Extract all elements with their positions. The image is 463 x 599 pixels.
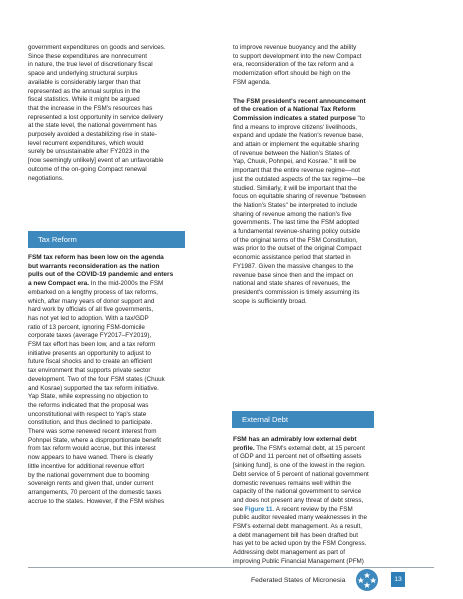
paragraph-lead: FSM tax reform has been low on the agenda but warrants reconsideration as the nation pulls out of the COVID-19 pandemic and enters a new Compact era.	[28, 254, 174, 288]
paragraph-body: In the mid-2000s the FSM embarked on a lengthy process of tax reforms, which, after many years of donor support and hard work by officials of all five governments, has not yet led to adoption. With a tax/GDP ratio of 13 percent, ignoring FSM-domicile corporate taxes (average FY2017–FY2019), FSM tax effort has been low, and a tax reform initiative presents an opportunity to adjust to future fiscal shocks and to create an efficient tax environment that supports private sector development. Two of the four FSM states (Chuuk and Kosrae) supported the tax reform initiative. Yap State, while expressing no objection to the reforms indicated that the proposal was unconstitutional with respect to Yap's state constitution, and thus declined to participate. There was some renewed recent interest from Pohnpei State, where a disproportionate benefit from tax reform would accrue, but this interest now appears to have waned. There is clearly little incentive for additional revenue effort by the national government due to booming sovereign rents and given that, under current arrangements, 70 percent of the domestic taxes accrue to the states. However, if the FSM wishes	[28, 280, 165, 505]
paragraph-revenue-buoyancy: to improve revenue buoyancy and the ability to support development into the new Compact era, reconsideration of the tax reform and a modernization effort should be high on the FSM agenda.	[233, 44, 362, 86]
paragraph-fiscal-space: government expenditures on goods and services. Since these expenditures are nonrecurrent in nature, the true level of discretionary fiscal space and underlying structural surplus available is considerably larger than that represented as the annual surplus in the fiscal statistics. While it might be argued that the increase in the FSM's resources has represented a lost opportunity in service delivery at the state level, the national government has purposely avoided a destabilizing rise in state- level recurrent expenditures, which would surely be unsustainable after FY2023 in the [now seemingly unlikely] event of an unfavorable outcome of the on-going Compact renewal negotiations.	[28, 44, 166, 182]
paragraph-lead: FSM has an admirably low external debt profile.	[233, 436, 357, 452]
paragraph-tax-reform	[28, 254, 220, 506]
section-heading-tax-reform: Tax Reform	[28, 231, 185, 248]
footer-title: Federated States of Micronesia	[251, 577, 346, 584]
paragraph-body: . A recent review by the FSM public auditor revealed many weaknesses in the FSM's external debt management. As a result, a debt management bill has been drafted but has yet to be acted upon by the FSM Congress. Addressing debt management as part of improving Public Financial Management (PFM)	[233, 505, 368, 565]
figure-link[interactable]: Figure 11	[244, 505, 273, 513]
paragraph-external-debt	[233, 436, 429, 567]
footer-divider	[28, 567, 434, 568]
paragraph-body: The FSM's external debt, at 15 percent of GDP and 11 percent net of offsetting assets [sinking fund], is one of the lowest in the region. Debt service of 5 percent of national government domestic revenues remains well within the capacity of the national government to service and does not present any threat of debt stress, see	[233, 444, 369, 513]
section-heading-external-debt: External Debt	[232, 411, 374, 428]
page-number: 13	[391, 572, 405, 587]
left-column	[28, 44, 220, 183]
paragraph-tax-commission	[233, 98, 429, 307]
paragraph-body: "to find a means to improve citizens' livelihoods, expand and update the Nation's revenue base, and attain or implement the equitable sharing of revenue between the Nation's States of Yap, Chuuk, Pohnpei, and Kosrae." It will be important that the entire revenue regime—not just the outdated aspects of the tax regime—be studied. Similarly, it will be important that the focus on equitable sharing of revenue "between the Nation's States" be interpreted to include sharing of revenue among the nation's five governments. The last time the FSM adopted a fundamental revenue-sharing policy outside of the original terms of the FSM Constitution, was prior to the outset of the original Compact economic assistance period that started in FY1987. Given the massive changes to the revenue base since then and the impact on national and state shares of revenues, the president's commission is timely assuming its scope is sufficiently broad.	[233, 114, 366, 305]
fsm-flag-stars-icon	[356, 569, 378, 591]
right-column	[233, 44, 429, 306]
paragraph-lead: The FSM president's recent announcement of the creation of a National Tax Reform Commission indicates a stated purpose	[233, 97, 366, 122]
